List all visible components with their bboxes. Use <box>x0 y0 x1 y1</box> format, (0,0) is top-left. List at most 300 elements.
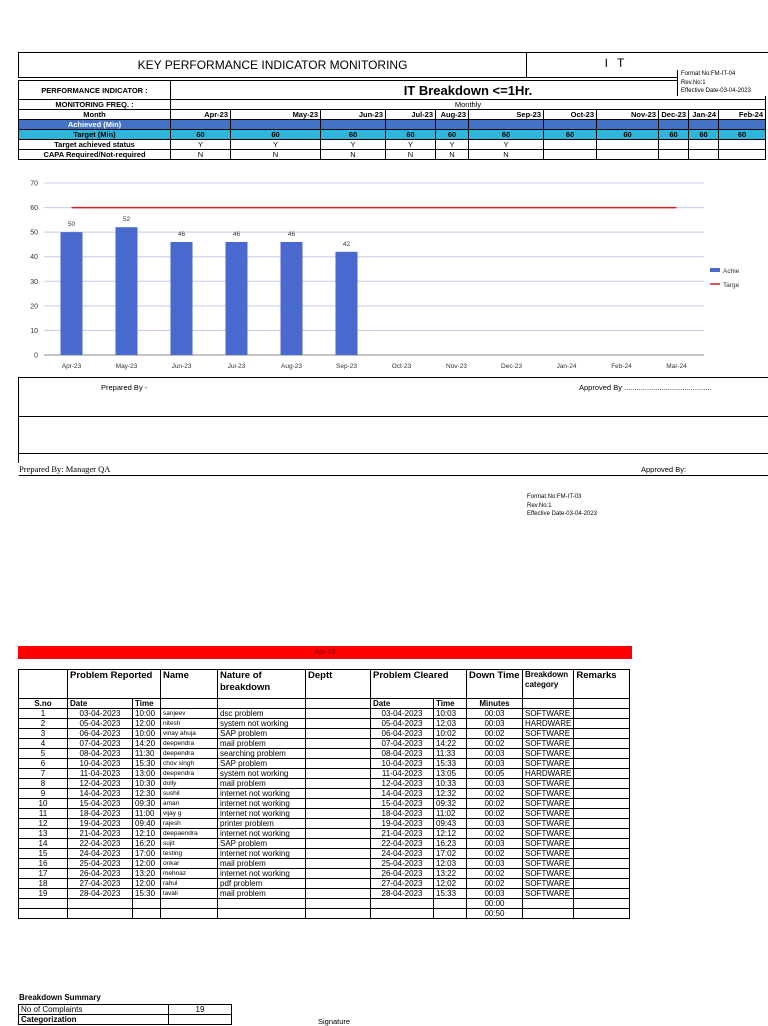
chart-bar <box>116 227 138 355</box>
y-tick-label: 40 <box>30 254 38 262</box>
table-cell: 13:20 <box>133 869 161 879</box>
table-row <box>19 889 630 899</box>
achieved-cell <box>659 120 689 130</box>
table-cell: 10:30 <box>133 779 161 789</box>
x-tick-label: Jan-24 <box>556 363 577 370</box>
table-cell: 18-04-2023 <box>68 809 133 819</box>
table-cell: SOFTWARE <box>523 889 574 899</box>
x-tick-label: Dec-23 <box>501 363 522 370</box>
month-row <box>19 110 766 120</box>
table-cell <box>574 729 630 739</box>
chart-bar <box>171 242 193 355</box>
table-cell: HARDWARE <box>523 769 574 779</box>
performance-indicator-label: PERFORMANCE INDICATOR : <box>19 81 171 100</box>
table-cell: nitesh <box>161 719 218 729</box>
categorization-label: Categorization <box>19 1015 169 1025</box>
table-cell <box>306 769 371 779</box>
table-cell: 08-04-2023 <box>68 749 133 759</box>
table-cell: 00:03 <box>467 749 523 759</box>
table-cell: 5 <box>19 749 68 759</box>
table-cell: 13:00 <box>133 769 161 779</box>
table-cell: 26-04-2023 <box>371 869 434 879</box>
table-cell: 12-04-2023 <box>68 779 133 789</box>
chart-bar <box>61 232 83 355</box>
table-cell: 28-04-2023 <box>371 889 434 899</box>
signature-label: Signature <box>318 1017 351 1026</box>
table-cell: 10-04-2023 <box>68 759 133 769</box>
achieved-cell <box>719 120 766 130</box>
capa-cell <box>659 150 689 160</box>
table-cell: 10:02 <box>434 729 467 739</box>
table-cell: 08-04-2023 <box>371 749 434 759</box>
achieved-cell <box>171 120 231 130</box>
month-cell: Oct-23 <box>544 110 597 120</box>
time-cleared-header: Time <box>434 699 467 709</box>
table-cell: 12-04-2023 <box>371 779 434 789</box>
table-cell <box>574 849 630 859</box>
summary-title: Breakdown Summary <box>19 993 101 1002</box>
table-cell: SOFTWARE <box>523 849 574 859</box>
status-cell <box>544 140 597 150</box>
status-cell <box>597 140 659 150</box>
table-cell: system not working <box>218 719 306 729</box>
performance-indicator-value: IT Breakdown <=1Hr. <box>171 81 766 100</box>
table-cell: sanjeev <box>161 709 218 719</box>
table-cell: sujit <box>161 839 218 849</box>
status-cell: Y <box>231 140 321 150</box>
prepared-by-manager: Prepared By: Manager QA <box>19 464 111 474</box>
approved-by-label: Approved By .......................................... <box>579 383 712 392</box>
table-cell <box>306 849 371 859</box>
format-number: Format No:FM-IT-04 <box>681 71 736 77</box>
table-cell: deependra <box>161 769 218 779</box>
table-cell <box>574 839 630 849</box>
target-cell: 60 <box>597 130 659 140</box>
target-cell: 60 <box>171 130 231 140</box>
table-cell <box>306 819 371 829</box>
table-cell: SOFTWARE <box>523 809 574 819</box>
problem-cleared-header: Problem Cleared <box>371 670 467 699</box>
table-cell: internet not working <box>218 799 306 809</box>
table-cell: 07-04-2023 <box>371 739 434 749</box>
data-label: 52 <box>122 216 131 224</box>
target-cell: 60 <box>231 130 321 140</box>
table-cell: 10 <box>19 799 68 809</box>
table-cell: 13 <box>19 829 68 839</box>
x-tick-label: Jun-23 <box>171 363 192 370</box>
achieved-cell <box>321 120 386 130</box>
table-cell: 21-04-2023 <box>371 829 434 839</box>
table-cell <box>306 799 371 809</box>
format-box-bottom <box>527 493 597 519</box>
table-cell: 24-04-2023 <box>371 849 434 859</box>
monitoring-freq-label: MONITORING FREQ. : <box>19 100 171 110</box>
nature-header: Nature of breakdown <box>218 670 306 699</box>
table-cell: SOFTWARE <box>523 799 574 809</box>
format-number: Format No:FM-IT-03 <box>527 494 582 500</box>
month-cell: Sep-23 <box>469 110 544 120</box>
y-tick-label: 0 <box>34 352 38 360</box>
table-cell: 00:02 <box>467 799 523 809</box>
sno-header: S.no <box>19 699 68 709</box>
month-cell: Dec-23 <box>659 110 689 120</box>
table-cell: searching problem <box>218 749 306 759</box>
table-cell: internet not working <box>218 829 306 839</box>
table-cell: 10:00 <box>133 709 161 719</box>
table-cell: 4 <box>19 739 68 749</box>
table-row <box>19 709 630 719</box>
table-cell: 3 <box>19 729 68 739</box>
table-cell: SAP problem <box>218 759 306 769</box>
table-cell: deependra <box>161 749 218 759</box>
table-cell: 00:03 <box>467 839 523 849</box>
table-cell: chov singh <box>161 759 218 769</box>
table-cell: mail problem <box>218 889 306 899</box>
target-cell: 60 <box>689 130 719 140</box>
x-tick-label: May-23 <box>115 363 138 370</box>
complaints-value: 19 <box>169 1005 232 1015</box>
table-cell: 10-04-2023 <box>371 759 434 769</box>
table-cell: 27-04-2023 <box>68 879 133 889</box>
table-cell <box>574 769 630 779</box>
table-cell: 8 <box>19 779 68 789</box>
table-cell: 13:22 <box>434 869 467 879</box>
kpi-chart-svg <box>18 172 768 377</box>
breakdown-log-table <box>18 669 630 919</box>
month-cell: May-23 <box>231 110 321 120</box>
table-cell: 12 <box>19 819 68 829</box>
time-header: Time <box>133 699 161 709</box>
prepared-by-label: Prepared By - <box>101 383 148 392</box>
table-cell: 12:00 <box>133 859 161 869</box>
kpi-chart <box>18 172 768 377</box>
table-cell <box>574 879 630 889</box>
table-cell <box>306 859 371 869</box>
table-cell: 00:03 <box>467 859 523 869</box>
table-cell: 12:12 <box>434 829 467 839</box>
table-cell: 14-04-2023 <box>68 789 133 799</box>
table-cell <box>574 719 630 729</box>
date-header: Date <box>68 699 133 709</box>
total-row-1: 00:00 <box>467 899 523 909</box>
capa-cell: N <box>436 150 469 160</box>
chart-bar <box>281 242 303 355</box>
table-cell <box>574 709 630 719</box>
table-cell: 11-04-2023 <box>68 769 133 779</box>
down-time-header: Down Time <box>467 670 523 699</box>
table-cell: SOFTWARE <box>523 839 574 849</box>
table-row <box>19 849 630 859</box>
legend-bar-swatch <box>710 268 720 272</box>
capa-row <box>19 150 766 160</box>
table-cell: 24-04-2023 <box>68 849 133 859</box>
table-cell: internet not working <box>218 869 306 879</box>
table-cell: 16:23 <box>434 839 467 849</box>
table-cell: SAP problem <box>218 729 306 739</box>
table-cell: 11:30 <box>133 749 161 759</box>
month-cell: Nov-23 <box>597 110 659 120</box>
table-cell: 14:22 <box>434 739 467 749</box>
x-tick-label: Sep-23 <box>336 363 357 370</box>
table-cell: 10:33 <box>434 779 467 789</box>
table-cell <box>574 869 630 879</box>
table-cell: SAP problem <box>218 839 306 849</box>
format-box-top <box>677 70 768 96</box>
capa-cell: N <box>321 150 386 160</box>
target-cell: 60 <box>469 130 544 140</box>
achieved-cell <box>231 120 321 130</box>
table-cell: rajesh <box>161 819 218 829</box>
table-cell: 00:03 <box>467 889 523 899</box>
capa-cell: N <box>386 150 436 160</box>
achieved-cell <box>436 120 469 130</box>
chart-bar <box>336 252 358 355</box>
table-cell <box>574 789 630 799</box>
table-cell: 05-04-2023 <box>68 719 133 729</box>
status-cell: Y <box>469 140 544 150</box>
table-cell: 1 <box>19 709 68 719</box>
target-cell: 60 <box>719 130 766 140</box>
target-label: Target (Min) <box>19 130 171 140</box>
table-cell: 18-04-2023 <box>371 809 434 819</box>
table-cell: 00:02 <box>467 739 523 749</box>
table-cell: 09:43 <box>434 819 467 829</box>
table-cell: 14 <box>19 839 68 849</box>
achieved-cell <box>544 120 597 130</box>
table-cell <box>306 759 371 769</box>
table-cell: 17:02 <box>434 849 467 859</box>
table-row <box>19 769 630 779</box>
table-cell: 19 <box>19 889 68 899</box>
month-cell: Jun-23 <box>321 110 386 120</box>
table-cell: 11:33 <box>434 749 467 759</box>
kpi-table <box>18 80 766 160</box>
target-cell: 60 <box>544 130 597 140</box>
table-cell: 7 <box>19 769 68 779</box>
monitoring-freq-value: Monthly <box>171 100 766 110</box>
legend-label: Targe <box>723 282 740 289</box>
x-tick-label: Nov-23 <box>446 363 467 370</box>
table-cell: 15:30 <box>133 889 161 899</box>
table-cell: 27-04-2023 <box>371 879 434 889</box>
target-cell: 60 <box>659 130 689 140</box>
table-cell: 00:03 <box>467 719 523 729</box>
table-cell: 03-04-2023 <box>68 709 133 719</box>
remarks-header: Remarks <box>574 670 630 699</box>
table-cell: SOFTWARE <box>523 709 574 719</box>
capa-cell <box>689 150 719 160</box>
target-row <box>19 130 766 140</box>
total-row-2: 00:50 <box>467 909 523 919</box>
table-cell: SOFTWARE <box>523 749 574 759</box>
table-cell: 2 <box>19 719 68 729</box>
status-cell: Y <box>436 140 469 150</box>
table-cell: SOFTWARE <box>523 759 574 769</box>
x-tick-label: Oct-23 <box>391 363 412 370</box>
status-cell: Y <box>321 140 386 150</box>
name-header: Name <box>161 670 218 699</box>
capa-cell: N <box>171 150 231 160</box>
status-label: Target achieved status <box>19 140 171 150</box>
problem-reported-header: Problem Reported <box>68 670 161 699</box>
table-cell: 09:32 <box>434 799 467 809</box>
status-cell <box>659 140 689 150</box>
y-tick-label: 20 <box>30 303 38 311</box>
effective-date: Effective Date-03-04-2023 <box>527 511 597 517</box>
table-cell: 10:00 <box>133 729 161 739</box>
table-cell: 03-04-2023 <box>371 709 434 719</box>
table-cell <box>306 749 371 759</box>
table-cell: 09:30 <box>133 799 161 809</box>
table-cell <box>306 839 371 849</box>
table-row <box>19 779 630 789</box>
table-cell: 17 <box>19 869 68 879</box>
data-label: 46 <box>177 230 186 238</box>
table-cell <box>574 809 630 819</box>
table-row <box>19 719 630 729</box>
table-cell: 16:20 <box>133 839 161 849</box>
table-cell: printer problem <box>218 819 306 829</box>
status-cell <box>719 140 766 150</box>
kpi-main-title: KEY PERFORMANCE INDICATOR MONITORING <box>19 53 527 77</box>
table-cell: 00:05 <box>467 769 523 779</box>
sign-box <box>18 377 768 474</box>
table-cell: lavali <box>161 889 218 899</box>
table-cell: 19-04-2023 <box>371 819 434 829</box>
table-row <box>19 759 630 769</box>
table-cell: 28-04-2023 <box>68 889 133 899</box>
table-cell: 00:02 <box>467 789 523 799</box>
month-cell: Aug-23 <box>436 110 469 120</box>
table-cell: SOFTWARE <box>523 789 574 799</box>
table-cell: internet not working <box>218 849 306 859</box>
data-label: 50 <box>67 221 76 229</box>
capa-label: CAPA Required/Not-required <box>19 150 171 160</box>
table-row <box>19 749 630 759</box>
table-row <box>19 829 630 839</box>
table-cell: HARDWARE <box>523 719 574 729</box>
table-cell <box>306 829 371 839</box>
legend-label: Achie <box>723 268 740 275</box>
table-cell: 09:40 <box>133 819 161 829</box>
table-cell: 25-04-2023 <box>68 859 133 869</box>
table-cell: 22-04-2023 <box>68 839 133 849</box>
table-cell <box>306 809 371 819</box>
table-cell: SOFTWARE <box>523 869 574 879</box>
category-header: Breakdown category <box>523 670 574 699</box>
table-cell: 15:30 <box>133 759 161 769</box>
table-row <box>19 869 630 879</box>
table-row <box>19 789 630 799</box>
table-cell: 26-04-2023 <box>68 869 133 879</box>
kpi-title-row <box>18 52 768 78</box>
table-cell: SOFTWARE <box>523 779 574 789</box>
deptt-header: Deptt <box>306 670 371 699</box>
table-cell: 00:02 <box>467 849 523 859</box>
x-tick-label: Apr-23 <box>61 363 82 370</box>
table-cell: 12:00 <box>133 879 161 889</box>
table-cell: 25-04-2023 <box>371 859 434 869</box>
table-cell: 00:02 <box>467 869 523 879</box>
table-cell: 00:02 <box>467 729 523 739</box>
table-cell: 12:03 <box>434 719 467 729</box>
y-tick-label: 60 <box>30 205 38 213</box>
table-cell: mehnaz <box>161 869 218 879</box>
month-cell: Jul-23 <box>386 110 436 120</box>
table-cell <box>574 779 630 789</box>
table-cell <box>306 719 371 729</box>
table-cell: vijay g <box>161 809 218 819</box>
table-cell: internet not working <box>218 809 306 819</box>
table-cell: 12:32 <box>434 789 467 799</box>
table-cell: system not working <box>218 769 306 779</box>
table-row <box>19 809 630 819</box>
table-cell <box>574 749 630 759</box>
table-cell: SOFTWARE <box>523 829 574 839</box>
kpi-department: I T <box>604 56 628 70</box>
table-cell: rahul <box>161 879 218 889</box>
y-tick-label: 30 <box>30 278 38 286</box>
table-row <box>19 859 630 869</box>
table-cell: 15-04-2023 <box>68 799 133 809</box>
table-row <box>19 739 630 749</box>
table-cell: 12:30 <box>133 789 161 799</box>
table-row <box>19 879 630 889</box>
capa-cell <box>597 150 659 160</box>
table-cell: internet not working <box>218 789 306 799</box>
table-cell: 00:02 <box>467 829 523 839</box>
table-cell: 14:20 <box>133 739 161 749</box>
table-cell: 16 <box>19 859 68 869</box>
table-cell <box>306 779 371 789</box>
capa-cell: N <box>231 150 321 160</box>
table-cell: 00:03 <box>467 709 523 719</box>
table-cell <box>306 869 371 879</box>
table-cell: 07-04-2023 <box>68 739 133 749</box>
table-cell: 00:02 <box>467 809 523 819</box>
approved-by-2: Approved By: <box>641 465 687 474</box>
table-cell: mail problem <box>218 779 306 789</box>
achieved-cell <box>689 120 719 130</box>
table-cell: 15:33 <box>434 759 467 769</box>
status-cell: Y <box>171 140 231 150</box>
table-cell: pdf problem <box>218 879 306 889</box>
table-cell <box>574 799 630 809</box>
achieved-cell <box>597 120 659 130</box>
month-cell: Apr-23 <box>171 110 231 120</box>
table-cell: 21-04-2023 <box>68 829 133 839</box>
table-cell: 17:00 <box>133 849 161 859</box>
target-cell: 60 <box>321 130 386 140</box>
table-cell: 22-04-2023 <box>371 839 434 849</box>
table-cell: 06-04-2023 <box>371 729 434 739</box>
table-cell: 18 <box>19 879 68 889</box>
date-cleared-header: Date <box>371 699 434 709</box>
table-row <box>19 839 630 849</box>
table-cell: 12:10 <box>133 829 161 839</box>
minutes-header: Minutes <box>467 699 523 709</box>
table-cell: 11-04-2023 <box>371 769 434 779</box>
table-cell: SOFTWARE <box>523 879 574 889</box>
table-cell: 15 <box>19 849 68 859</box>
table-cell: 14-04-2023 <box>371 789 434 799</box>
table-cell: 00:02 <box>467 879 523 889</box>
table-cell <box>306 889 371 899</box>
status-cell <box>689 140 719 150</box>
table-cell: dolly <box>161 779 218 789</box>
table-row <box>19 729 630 739</box>
table-cell <box>574 889 630 899</box>
